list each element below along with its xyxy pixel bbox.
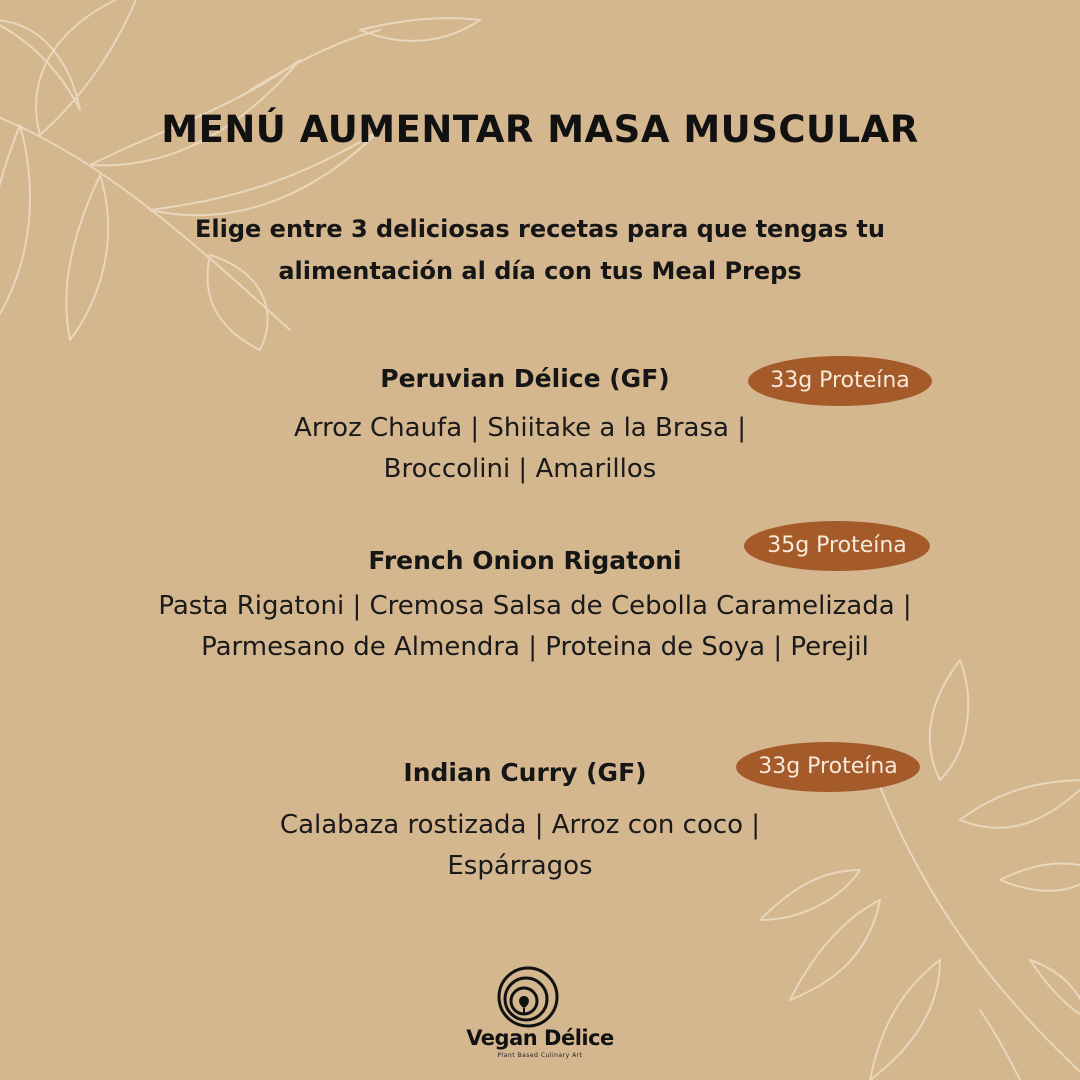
protein-badge-french-onion: 35g Proteína <box>744 521 930 571</box>
protein-badge-indian-curry: 33g Proteína <box>736 742 920 792</box>
page-subtitle: Elige entre 3 deliciosas recetas para que tengas tu alimentación al día con tus Meal Preps <box>195 215 885 285</box>
logo-swirl-icon <box>497 966 559 1028</box>
dish-name-peruvian: Peruvian Délice (GF) <box>380 364 670 393</box>
protein-badge-peruvian: 33g Proteína <box>748 356 932 406</box>
page-title: MENÚ AUMENTAR MASA MUSCULAR <box>161 108 919 151</box>
logo-tagline: Plant Based Culinary Art <box>497 1052 583 1059</box>
brand-logo <box>440 966 640 1066</box>
dish-description-french-onion: Pasta Rigatoni | Cremosa Salsa de Cebolla Caramelizada | Parmesano de Almendra | Proteina de Soya | Perejil <box>158 591 912 662</box>
logo-wordmark: Vegan Délice <box>466 1026 614 1050</box>
dish-description-peruvian: Arroz Chaufa | Shiitake a la Brasa | Broccolini | Amarillos <box>294 413 746 484</box>
dish-name-french-onion: French Onion Rigatoni <box>368 546 682 575</box>
dish-description-indian-curry: Calabaza rostizada | Arroz con coco | Espárragos <box>279 810 761 881</box>
dish-name-indian-curry: Indian Curry (GF) <box>403 758 647 787</box>
